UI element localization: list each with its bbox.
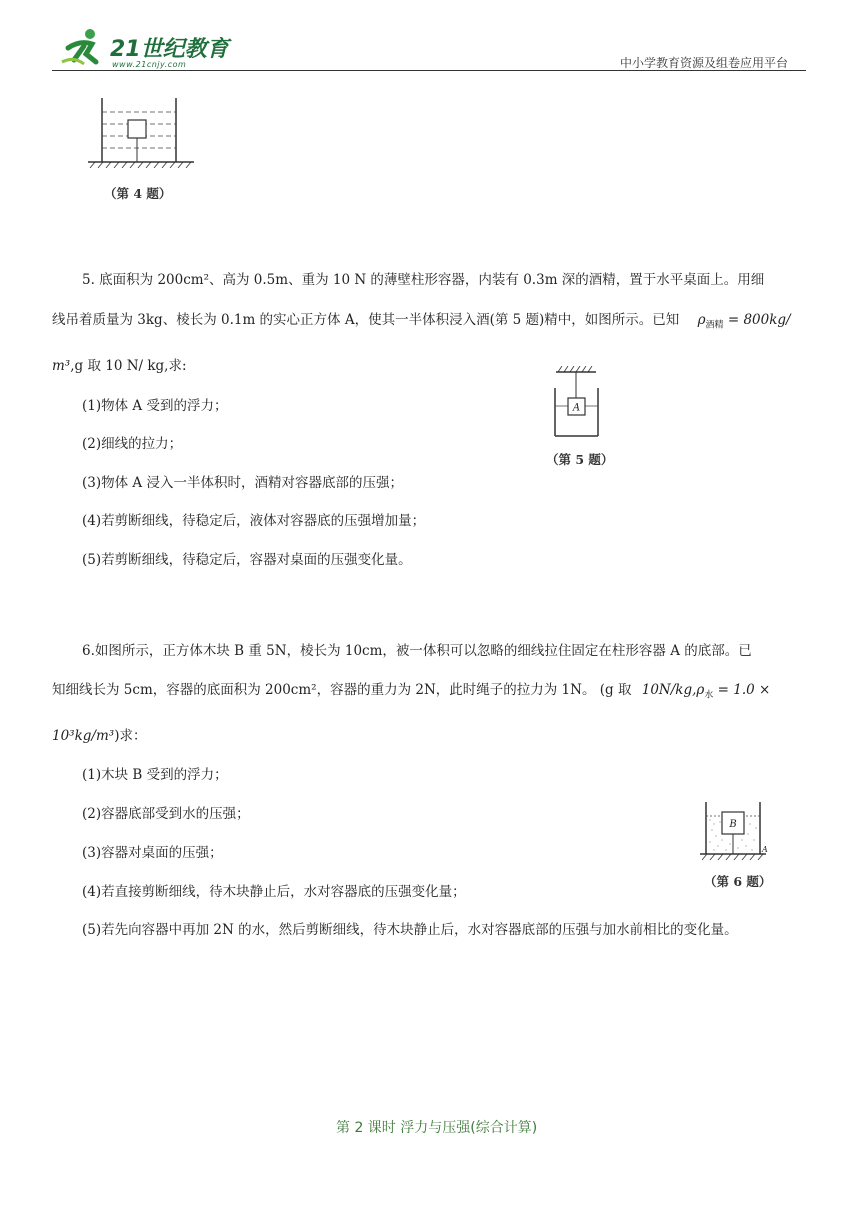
footer-title: 第 2 课时 浮力与压强(综合计算) bbox=[336, 1120, 538, 1136]
q6-density-math: 10³kg/m³ bbox=[52, 728, 115, 744]
figure-6-diagram bbox=[700, 800, 772, 862]
q5-line-2-text: 线吊着质量为 3kg、棱长为 0.1m 的实心正方体 A，使其一半体积浸入酒(第 5 题)精中，如图所示。已知 bbox=[52, 312, 680, 328]
figure-6-container-label: A bbox=[762, 845, 768, 854]
q6-rho-value: = 1.0 × bbox=[717, 682, 771, 698]
q5-rho-value: = 800kg/ bbox=[727, 312, 791, 328]
q6-rho-subscript: 水 bbox=[704, 690, 714, 701]
figure-6-caption: （第 6 题） bbox=[704, 874, 772, 889]
figure-4-diagram bbox=[88, 96, 208, 168]
q6-line-3 bbox=[52, 726, 146, 746]
header-divider bbox=[52, 70, 806, 71]
q5-item-3: (3)物体 A 浸入一半体积时，酒精对容器底部的压强； bbox=[82, 475, 403, 491]
q6-item-3: (3)容器对桌面的压强； bbox=[82, 845, 223, 861]
q5-line-2 bbox=[52, 310, 791, 336]
q6-item-5: (5)若先向容器中再加 2N 的水，然后剪断细线，待木块静止后，水对容器底部的压强与加水前相比的变化量。 bbox=[82, 922, 738, 938]
figure-5-diagram bbox=[550, 366, 610, 442]
q5-rho-subscript: 酒精 bbox=[705, 320, 724, 331]
header-logo bbox=[60, 26, 230, 72]
q6-line-3-text: )求： bbox=[114, 728, 147, 744]
figure-4-caption: （第 4 题） bbox=[104, 186, 172, 201]
q6-item-1: (1)木块 B 受到的浮力； bbox=[82, 767, 228, 783]
q5-line-1: 5. 底面积为 200cm²、高为 0.5m、重为 10 N 的薄壁柱形容器，内装有 0.3m 深的酒精，置于水平桌面上。用细 bbox=[82, 272, 765, 288]
q5-rho: ρ bbox=[697, 312, 706, 328]
q5-item-5: (5)若剪断细线，待稳定后，容器对桌面的压强变化量。 bbox=[82, 552, 412, 568]
logo-text: 21世纪教育 bbox=[110, 37, 229, 62]
q5-item-4: (4)若剪断细线，待稳定后，液体对容器底的压强增加量； bbox=[82, 513, 426, 529]
q5-line-3 bbox=[52, 356, 187, 376]
q5-item-2: (2)细线的拉力； bbox=[82, 436, 183, 452]
figure-5-block-label: A bbox=[572, 402, 581, 414]
runner-logo-icon bbox=[60, 26, 106, 70]
q6-item-4: (4)若直接剪断细线，待木块静止后，水对容器底的压强变化量； bbox=[82, 884, 466, 900]
q6-g-math: 10N/kg,ρ bbox=[641, 682, 705, 698]
figure-6-block-label: B bbox=[729, 819, 737, 830]
q5-item-1: (1)物体 A 受到的浮力； bbox=[82, 398, 228, 414]
header-platform-text: 中小学教育资源及组卷应用平台 bbox=[620, 56, 789, 70]
q6-item-2: (2)容器底部受到水的压强； bbox=[82, 806, 250, 822]
q5-line-3-text: ,g 取 10 N/ kg,求: bbox=[70, 358, 187, 374]
q6-line-2 bbox=[52, 680, 770, 706]
logo-url: www.21cnjy.com bbox=[112, 60, 187, 69]
q6-line-2-text: 知细线长为 5cm，容器的底面积为 200cm²，容器的重力为 2N，此时绳子的拉力为 1N。 (g 取 bbox=[52, 682, 632, 698]
figure-5-caption: （第 5 题） bbox=[546, 452, 614, 467]
q5-unit-math: m³ bbox=[52, 358, 71, 374]
q6-line-1: 6.如图所示，正方体木块 B 重 5N，棱长为 10cm，被一体积可以忽略的细线拉住固定在柱形容器 A 的底部。已 bbox=[82, 643, 752, 659]
